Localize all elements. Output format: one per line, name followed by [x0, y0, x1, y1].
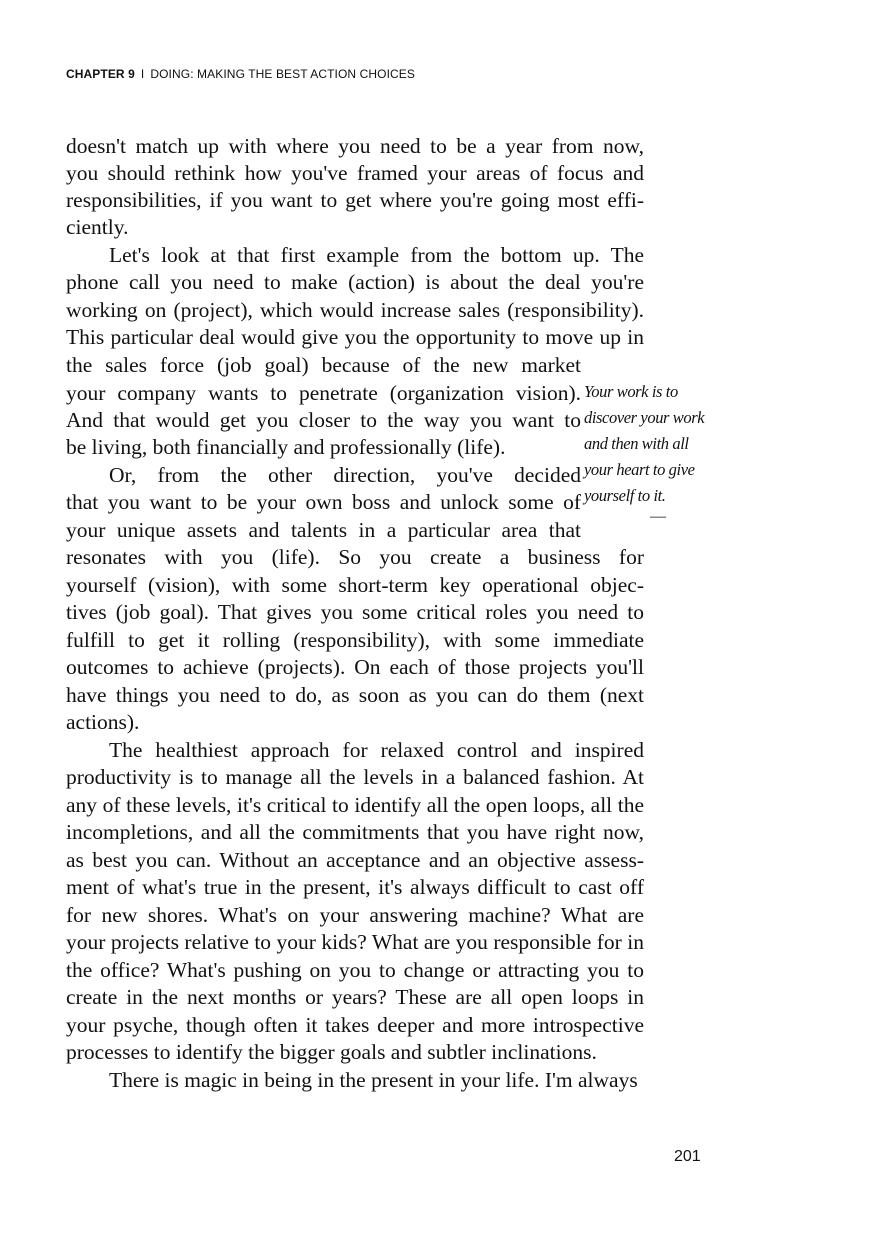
body-line: responsibilities, if you want to get where you're going most effi- [66, 188, 644, 212]
body-line: your unique assets and talents in a particular area that [66, 518, 581, 542]
body-line: Let's look at that first example from the bottom up. The [109, 243, 644, 267]
margin-quote-line: Your work is to [584, 382, 678, 401]
body-line: the office? What's pushing on you to change or attracting you to [66, 958, 644, 982]
chapter-label: CHAPTER 9 [66, 67, 135, 81]
body-line: that you want to be your own boss and unlock some of [66, 490, 581, 514]
running-header [66, 67, 415, 81]
body-line: your psyche, though often it takes deeper and more introspective [66, 1013, 644, 1037]
margin-quote-line: discover your work [584, 408, 705, 427]
body-line: There is magic in being in the present in your life. I'm always [109, 1068, 638, 1092]
body-line: ment of what's true in the present, it's always difficult to cast off [66, 875, 644, 899]
body-line: you should rethink how you've framed your areas of focus and [66, 161, 644, 185]
body-line: And that would get you closer to the way you want to [66, 408, 581, 432]
body-line: processes to identify the bigger goals and subtler inclinations. [66, 1040, 597, 1064]
body-line: tives (job goal). That gives you some critical roles you need to [66, 600, 644, 624]
body-line: your projects relative to your kids? What are you responsible for in [66, 930, 644, 954]
body-line: yourself (vision), with some short-term key operational objec- [66, 573, 644, 597]
margin-quote-line: your heart to give [584, 460, 695, 479]
body-line: working on (project), which would increase sales (responsibility). [66, 298, 644, 322]
body-line: any of these levels, it's critical to identify all the open loops, all the [66, 793, 644, 817]
header-separator: I [140, 67, 145, 81]
margin-quote-line: yourself to it. [584, 486, 666, 505]
body-line: actions). [66, 710, 140, 734]
body-line: outcomes to achieve (projects). On each of those projects you'll [66, 655, 644, 679]
body-line: your company wants to penetrate (organization vision). [66, 381, 581, 405]
body-line: incompletions, and all the commitments that you have right now, [66, 820, 644, 844]
body-line: for new shores. What's on your answering machine? What are [66, 903, 644, 927]
margin-quote-line: and then with all [584, 434, 689, 453]
body-line: as best you can. Without an acceptance and an objective assess- [66, 848, 644, 872]
body-line: productivity is to manage all the levels in a balanced fashion. At [66, 765, 644, 789]
page-number: 201 [674, 1148, 701, 1165]
body-line: doesn't match up with where you need to be a year from now, [66, 134, 644, 158]
chapter-title: DOING: MAKING THE BEST ACTION CHOICES [150, 67, 415, 81]
body-line: the sales force (job goal) because of the new market [66, 353, 581, 377]
body-line: resonates with you (life). So you create a business for [66, 545, 644, 569]
body-line: This particular deal would give you the opportunity to move up in [66, 325, 644, 349]
body-line: phone call you need to make (action) is about the deal you're [66, 270, 644, 294]
body-line: have things you need to do, as soon as you can do them (next [66, 683, 644, 707]
body-line: create in the next months or years? These are all open loops in [66, 985, 644, 1009]
body-line: fulfill to get it rolling (responsibility), with some immediate [66, 628, 644, 652]
body-line: Or, from the other direction, you've decided [109, 463, 581, 487]
body-line: ciently. [66, 215, 129, 239]
body-line: be living, both financially and professionally (life). [66, 435, 506, 459]
body-line: The healthiest approach for relaxed control and inspired [109, 738, 644, 762]
quote-attribution-dash: — [650, 508, 666, 525]
